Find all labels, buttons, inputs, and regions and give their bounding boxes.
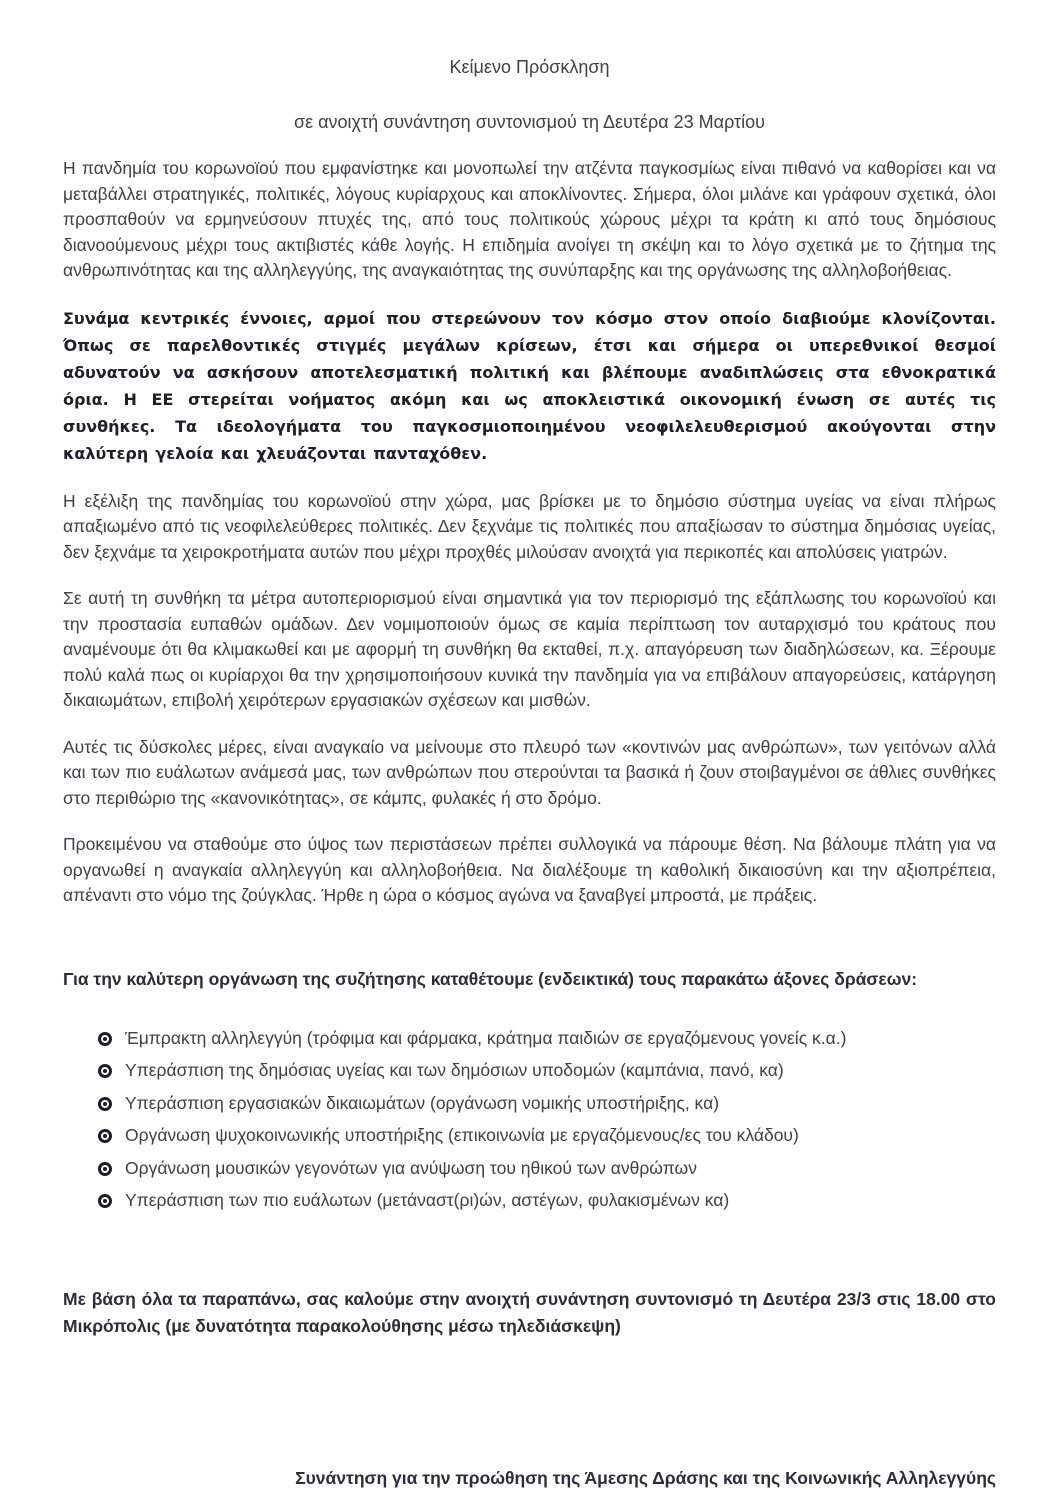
bullseye-bullet-icon: [98, 1097, 112, 1111]
paragraph-collective-stance: Προκειμένου να σταθούμε στο ύψος των περιστάσεων πρέπει συλλογικά να πάρουμε θέση. Να βάλουμε πλάτη για να οργανωθεί η αναγκαία αλληλεγγύη και αλληλοβοήθεια. Να διαλέξουμε τη καθολική δικαιοσύνη και την αξιοπρέπεια, απέναντι στο νόμο της ζούγκλας. Ήρθε η ώρα ο κόσμος αγώνα να ξαναβγεί μπροστά, με πράξεις.: [63, 834, 996, 905]
list-item-label: Έμπρακτη αλληλεγγύη (τρόφιμα και φάρμακα, κράτημα παιδιών σε εργαζόμενους γονείς κ.α.): [125, 1027, 847, 1048]
list-item-label: Υπεράσπιση της δημόσιας υγείας και των δημόσιων υποδομών (καμπάνια, πανό, κα): [125, 1060, 784, 1080]
page-subtitle: σε ανοιχτή συνάντηση συντονισμού τη Δευτέρα 23 Μαρτίου: [293, 112, 766, 132]
organizer-signature: Συνάντηση για την προώθηση της Άμεσης Δράσης και της Κοινωνικής Αλληλεγγύης: [295, 1467, 996, 1488]
bullseye-bullet-icon: [98, 1194, 112, 1208]
paragraph-self-restriction-measures: Σε αυτή τη συνθήκη τα μέτρα αυτοπεριορισμού είναι σημαντικά για τον περιορισμό της εξάπλωσης του κορωνοϊού και την προστασία ευπαθών ομάδων. Δεν νομιμοποιούν όμως σε καμία περίπτωση τον αυταρχισμό του κράτους που αναμένουμε ότι θα κλιμακωθεί και με αφορμή τη συνθήκη θα εκταθεί, π.χ. απαγόρευση των διαδηλώσεων, κα. Ξέρουμε πολύ καλά πως οι κυρίαρχοι θα την χρησιμοποιήσουν κυνικά την πανδημία για να επιβάλουν απαγορεύσεις, κατάργηση δικαιωμάτων, επιβολή χειρότερων εργασιακών σχέσεων και μισθών.: [63, 588, 996, 710]
meeting-invitation-closing: Με βάση όλα τα παραπάνω, σας καλούμε στην ανοιχτή συνάντηση συντονισμό τη Δευτέρα 23/3 στις 18.00 στο Μικρόπολις (με δυνατότητα παρακολούθησης μέσω τηλεδιάσκεψη): [63, 1288, 996, 1336]
bullseye-bullet-icon: [98, 1032, 112, 1046]
list-item: [98, 1188, 996, 1214]
list-item: [98, 1156, 996, 1182]
list-item-label: Υπεράσπιση εργασιακών δικαιωμάτων (οργάνωση νομικής υποστήριξης, κα): [125, 1092, 720, 1113]
list-item-label: Υπεράσπιση των πιο ευάλωτων (μετάναστ(ρι)ών, αστέγων, φυλακισμένων κα): [125, 1190, 730, 1210]
paragraph-stylized-institutions: Συνάμα κεντρικές έννοιες, αρμοί που στερεώνουν τον κόσμο στον οποίο διαβιούμε κλονίζονται. Όπως σε παρελθοντικές στιγμές μεγάλων κρίσεων, έτσι και σήμερα οι υπερεθνικοί θεσμοί αδυνατούν να ασκήσουν αποτελεσματική πολιτική και βλέπουμε αναδιπλώσεις στα εθνοκρατικά όρια. Η ΕΕ στερείται νοήματος ακόμη και ως αποκλειστικά οικονομική ένωση σε αυτές τις συνθήκες. Τα ιδεολογήματα του παγκοσμιοποιημένου νεοφιλελευθερισμού ακούγονται στην καλύτερη γελοία και χλευάζονται πανταχόθεν.: [63, 308, 996, 463]
axes-of-action-list: [63, 1026, 996, 1214]
axes-of-action-heading: Για την καλύτερη οργάνωση της συζήτησης καταθέτουμε (ενδεικτικά) τους παρακάτω άξονες δράσεων:: [63, 968, 918, 989]
list-item-label: Οργάνωση ψυχοκοινωνικής υποστήριξης (επικοινωνία με εργαζόμενους/ες του κλάδου): [125, 1125, 799, 1145]
bullseye-bullet-icon: [98, 1064, 112, 1078]
list-item: [98, 1123, 996, 1149]
list-item: [98, 1058, 996, 1084]
paragraph-health-system: Η εξέλιξη της πανδημίας του κορωνοϊού στην χώρα, μας βρίσκει με το δημόσιο σύστημα υγείας να είναι πλήρως απαξιωμένο από τις νεοφιλελεύθερες πολιτικές. Δεν ξεχνάμε τις πολιτικές που απαξίωσαν το σύστημα δημόσιας υγείας, δεν ξεχνάμε τα χειροκροτήματα αυτών που μέχρι προχθές μιλούσαν ανοιχτά για περικοπές και απολύσεις γιατρών.: [63, 490, 996, 562]
paragraph-pandemic-intro: Η πανδημία του κορωνοϊού που εμφανίστηκε και μονοπωλεί την ατζέντα παγκοσμίως είναι πιθανό να καθορίσει και να μεταβάλλει στρατηγικές, πολιτικές, λόγους κυρίαρχους και αποκλίνοντες. Σήμερα, όλοι μιλάνε και γράφουν σχετικά, όλοι προσπαθούν να ερμηνεύσουν πτυχές της, από τους πολιτικούς χώρους μέχρι τα κράτη κι από τους δημόσιους διανοούμενους μέχρι τους ακτιβιστές κάθε λογής. Η επιδημία ανοίγει τη σκέψη και το λόγο σχετικά με το ζήτημα της ανθρωπινότητας και της αλληλεγγύης, της αναγκαιότητας της συνύπαρξης και της οργάνωσης της αλληλοβοήθειας.: [63, 158, 996, 280]
paragraph-solidarity-vulnerable: Αυτές τις δύσκολες μέρες, είναι αναγκαίο να μείνουμε στο πλευρό των «κοντινών μας ανθρώπων», των γειτόνων αλλά και των πιο ευάλωτων ανάμεσά μας, των ανθρώπων που στερούνται τα βασικά ή ζουν στοιβαγμένοι σε άθλιες συνθήκες στο περιθώριο της «κανονικότητας», σε κάμπς, φυλακές ή στο δρόμο.: [63, 736, 996, 808]
list-item: [98, 1026, 996, 1052]
bullseye-bullet-icon: [98, 1162, 112, 1176]
bullseye-bullet-icon: [98, 1129, 112, 1143]
list-item-label: Οργάνωση μουσικών γεγονότων για ανύψωση του ηθικού των ανθρώπων: [125, 1157, 697, 1178]
list-item: [98, 1091, 996, 1117]
page-title: Κείμενο Πρόσκληση: [449, 57, 610, 77]
